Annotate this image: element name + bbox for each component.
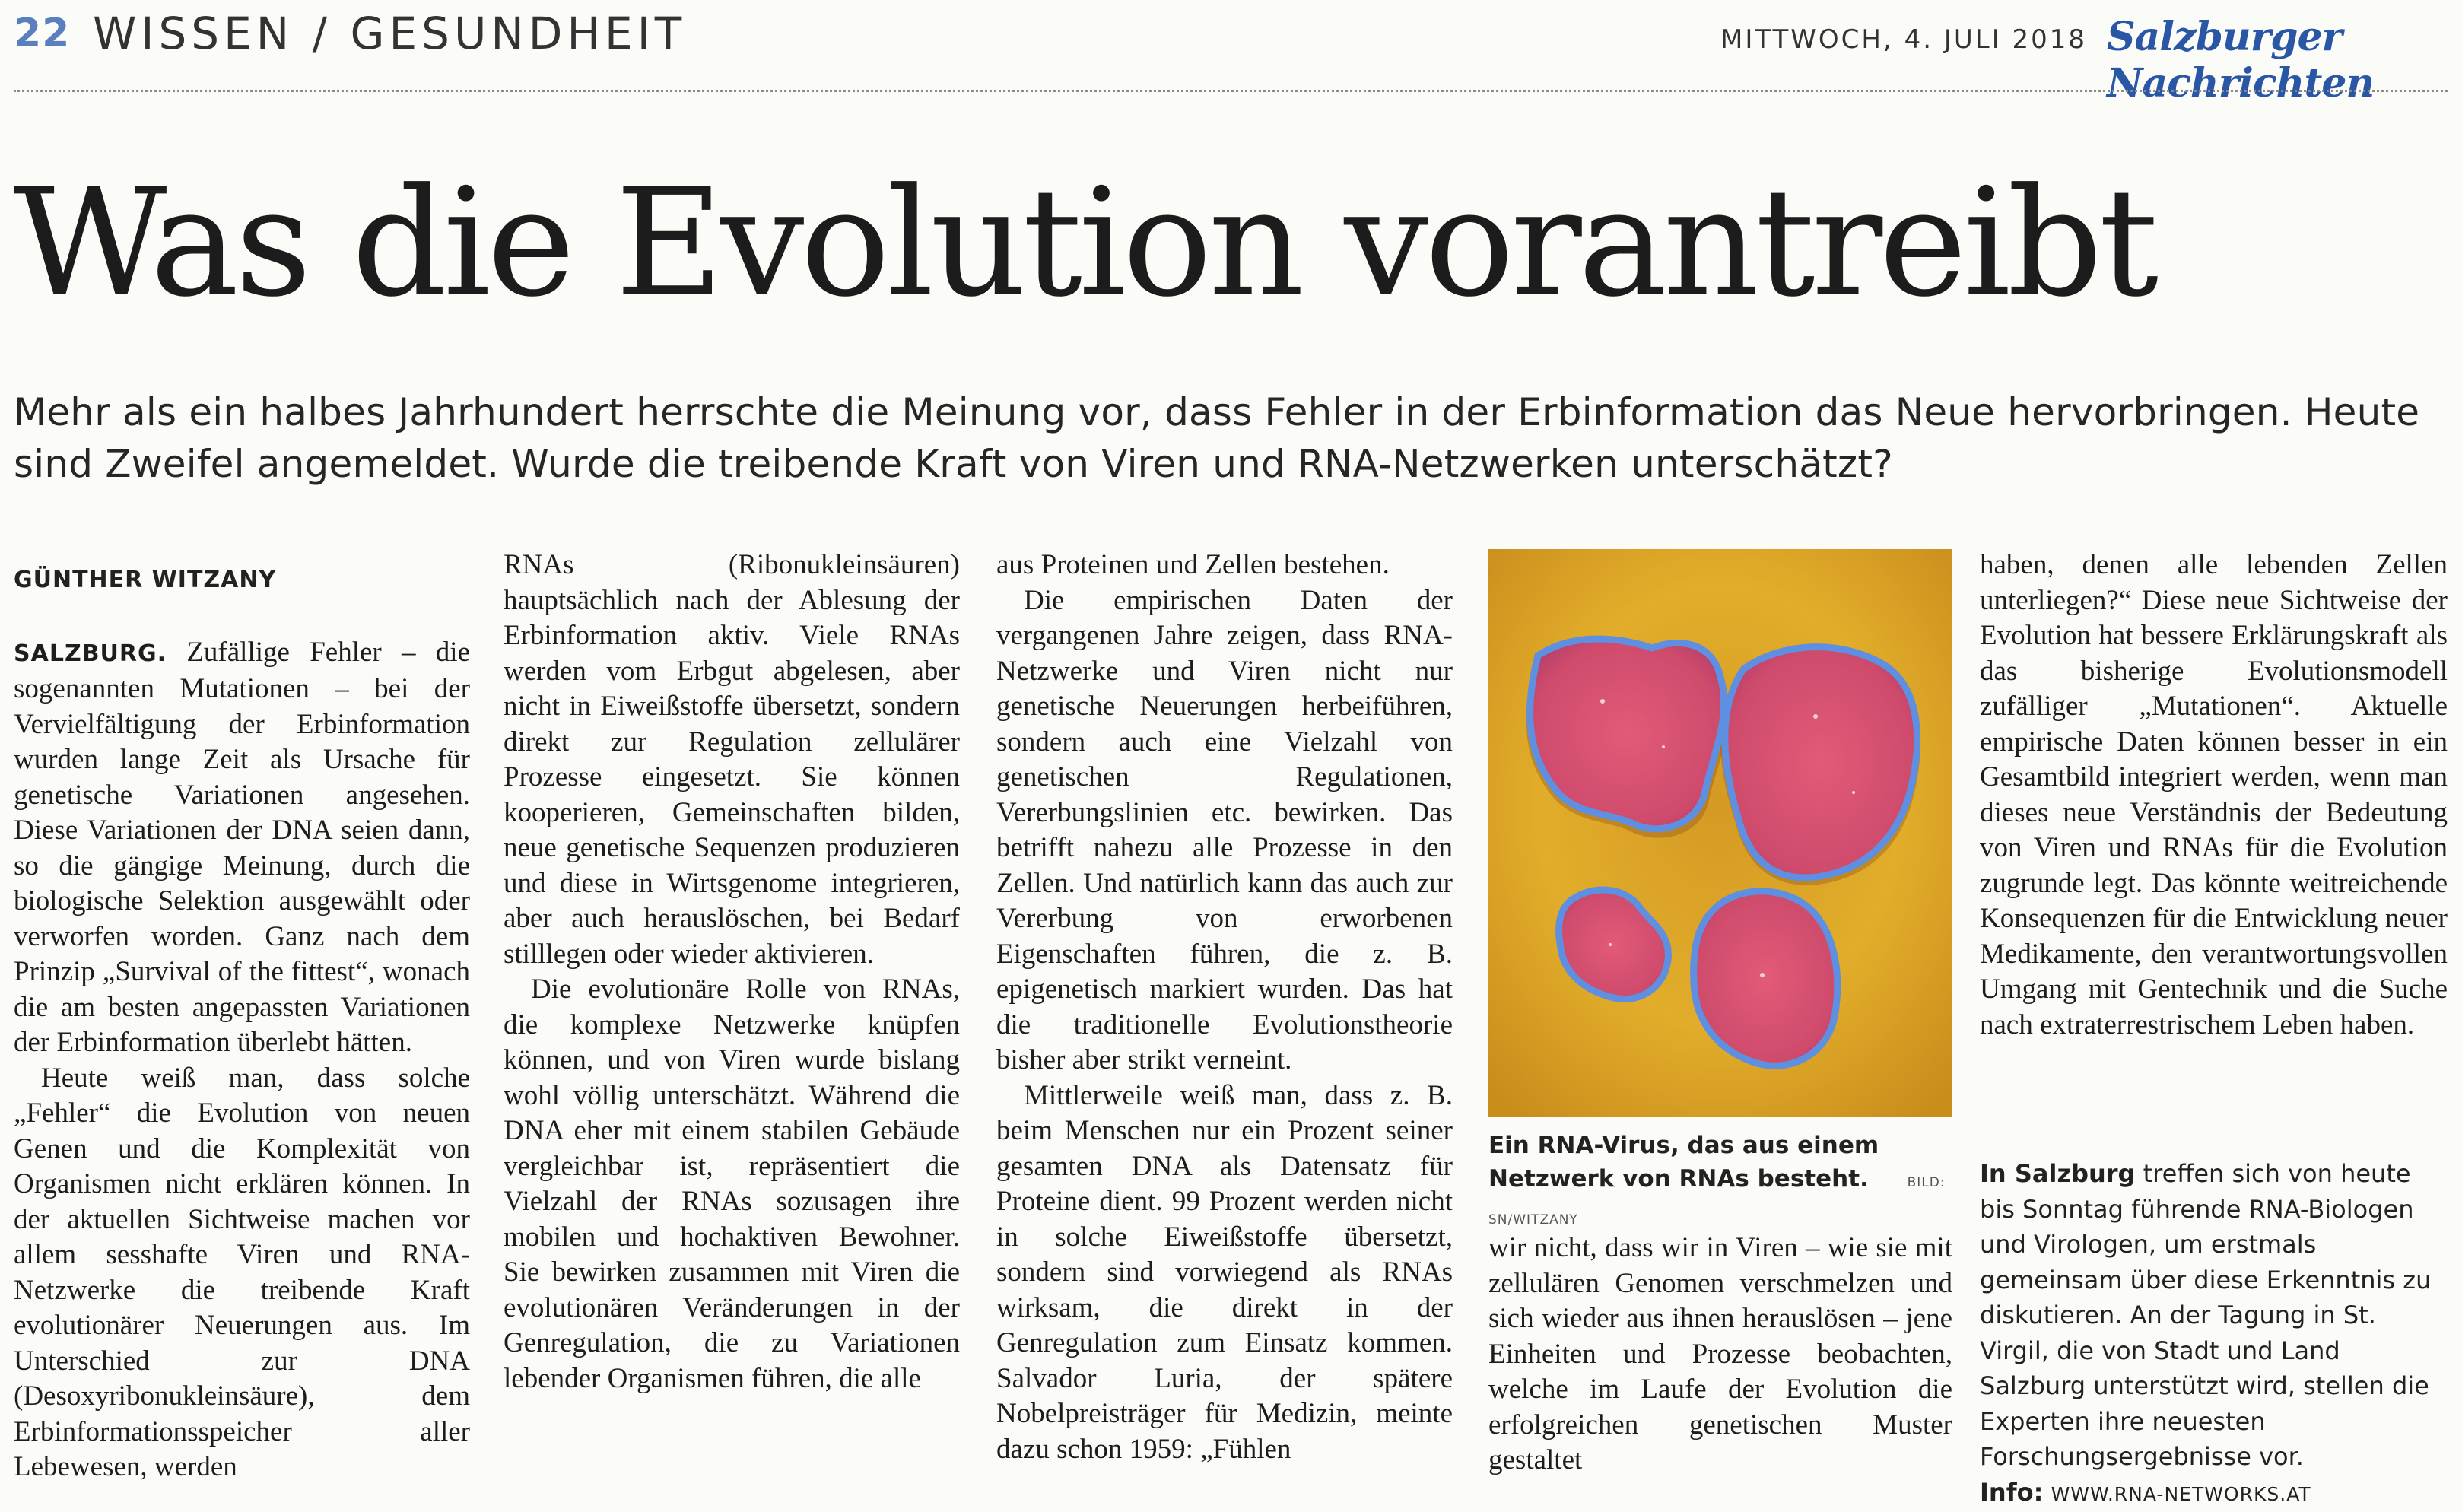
- page-header: [0, 0, 2462, 95]
- header-divider: [14, 90, 2448, 92]
- text-column-4: [1488, 1231, 1952, 1479]
- issue-date: MITTWOCH, 4. JULI 2018: [1720, 24, 2087, 55]
- caption-text: Ein RNA-Virus, das aus einem Netzwerk von RNAs besteht.: [1488, 1132, 1879, 1193]
- section-title: WISSEN / GESUNDHEIT: [93, 8, 686, 59]
- paragraph: aus Proteinen und Zellen bestehen.: [996, 548, 1453, 583]
- paragraph: haben, denen alle lebenden Zellen unterliegen?“ Diese neue Sichtweise der Evolution hat bessere Erklärungskraft als das bisherige Evolutionsmodell zufälliger „Mutationen“. Aktuelle empirische Daten können besser in ein Gesamtbild integriert werden, wenn man dieses neue Verständnis der Bedeutung von Viren und RNAs für die Evolution zugrunde legt. Das könnte weitreichende Konsequenzen für die Entwicklung neuer Medikamente, den verantwortungsvollen Umgang mit Gentechnik und die Suche nach extraterrestrischem Leben haben.: [1980, 548, 2448, 1043]
- text-column-1: [14, 548, 470, 1485]
- article-headline: Was die Evolution vorantreibt: [14, 169, 2155, 318]
- paragraph: Mittlerweile weiß man, dass z. B. beim Menschen nur ein Prozent seiner gesamten DNA als Datensatz für Proteine dient. 99 Prozent werden nicht in solche Eiweißstoffe übersetzt, sondern sind vorwiegend als RNAs wirksam, die direkt in der Genregulation zum Einsatz kommen. Salvador Luria, der spätere Nobelpreisträger für Medizin, meinte dazu schon 1959: „Fühlen: [996, 1078, 1453, 1468]
- text-column-5: [1980, 548, 2448, 1043]
- text-column-2: [504, 548, 960, 1396]
- info-label: Info:: [1980, 1478, 2043, 1507]
- infobox-info-line: [1980, 1475, 2448, 1512]
- paragraph: Heute weiß man, dass solche „Fehler“ die Evolution von neuen Genen und die Komplexität von Organismen nicht erklären können. In der aktuellen Sichtweise machen vor allem sesshafte Viren und RNA-Netzwerke die treibende Kraft evolutionärer Neuerungen aus. Im Unterschied zur DNA (Desoxyribonukleinsäure), dem Erbinformationsspeicher aller Lebewesen, werden: [14, 1061, 470, 1485]
- paragraph: RNAs (Ribonukleinsäuren) hauptsächlich nach der Ablesung der Erbinformation aktiv. Viele RNAs werden vom Erbgut abgelesen, aber nicht in Eiweißstoffe übersetzt, sondern direkt zur Regulation zellulärer Prozesse eingesetzt. Sie können kooperieren, Gemeinschaften bilden, neue genetische Sequenzen produzieren und diese in Wirtsgenome integrieren, aber auch herauslöschen, bei Bedarf stilllegen oder wieder aktivieren.: [504, 548, 960, 972]
- newspaper-masthead: Salzburger Nachrichten: [2107, 14, 2462, 106]
- info-url: WWW.RNA-NETWORKS.AT: [2051, 1483, 2311, 1505]
- event-infobox: [1980, 1156, 2448, 1512]
- rna-virus-photo: [1488, 549, 1952, 1117]
- author-byline: GÜNTHER WITZANY: [14, 563, 470, 599]
- photo-caption: [1488, 1129, 1952, 1237]
- infobox-body: treffen sich von heute bis Sonntag führende RNA-Biologen und Virologen, um erstmals gemeinsam über diese Erkenntnis zu diskutieren. An der Tagung in St. Virgil, die von Stadt und Land Salzburg unterstützt wird, stellen die Experten ihre neuesten Forschungsergebnisse vor.: [1980, 1159, 2431, 1471]
- photo-credit: BILD: SN/WITZANY: [1488, 1175, 1946, 1228]
- infobox-text: [1980, 1156, 2448, 1475]
- paragraph: Die empirischen Daten der vergangenen Jahre zeigen, dass RNA-Netzwerke und Viren nicht nur genetische Neuerungen herbeiführen, sondern auch eine Vielzahl von genetischen Regulationen, Vererbungslinien etc. bewirken. Das betrifft nahezu alle Prozesse in den Zellen. Und natürlich kann das auch zur Vererbung von erworbenen Eigenschaften führen, die z. B. epigenetisch markiert wurden. Das hat die traditionelle Evolutionstheorie bisher aber strikt verneint.: [996, 583, 1453, 1078]
- paragraph: Die evolutionäre Rolle von RNAs, die komplexe Netzwerke knüpfen können, und von Viren wurde bislang wohl völlig unterschätzt. Während die DNA eher mit einem stabilen Gebäude vergleichbar ist, repräsentiert die Vielzahl der RNAs sozusagen ihre mobilen und hochaktiven Bewohner. Sie bewirken zusammen mit Viren die evolutionären Veränderungen in der Genregulation, die zu Variationen lebender Organismen führen, die alle: [504, 972, 960, 1396]
- paragraph: wir nicht, dass wir in Viren – wie sie mit zellulären Genomen verschmelzen und sich wieder aus ihnen herauslösen – jene Einheiten und Prozesse beobachten, welche im Laufe der Evolution die erfolgreichen genetischen Muster gestaltet: [1488, 1231, 1952, 1479]
- article-lead: Mehr als ein halbes Jahrhundert herrschte die Meinung vor, dass Fehler in der Erbinformation das Neue hervorbringen. Heute sind Zweifel angemeldet. Wurde die treibende Kraft von Viren und RNA-Netzwerken unterschätzt?: [14, 386, 2448, 490]
- paragraph: [14, 635, 470, 1061]
- dateline: SALZBURG.: [14, 640, 167, 667]
- paragraph-text: Zufällige Fehler – die sogenannten Mutationen – bei der Vervielfältigung der Erbinformation wurden lange Zeit als Ursache für genetische Variationen angesehen. Diese Variationen der DNA seien dann, so die gängige Meinung, durch die biologische Selektion ausgewählt oder verworfen worden. Ganz nach dem Prinzip „Survival of the fittest“, wonach die am besten angepassten Variationen der Erbinformation überlebt hätten.: [14, 637, 470, 1059]
- text-column-3: [996, 548, 1453, 1467]
- infobox-lead: In Salzburg: [1980, 1159, 2135, 1188]
- page-number: 22: [14, 11, 70, 56]
